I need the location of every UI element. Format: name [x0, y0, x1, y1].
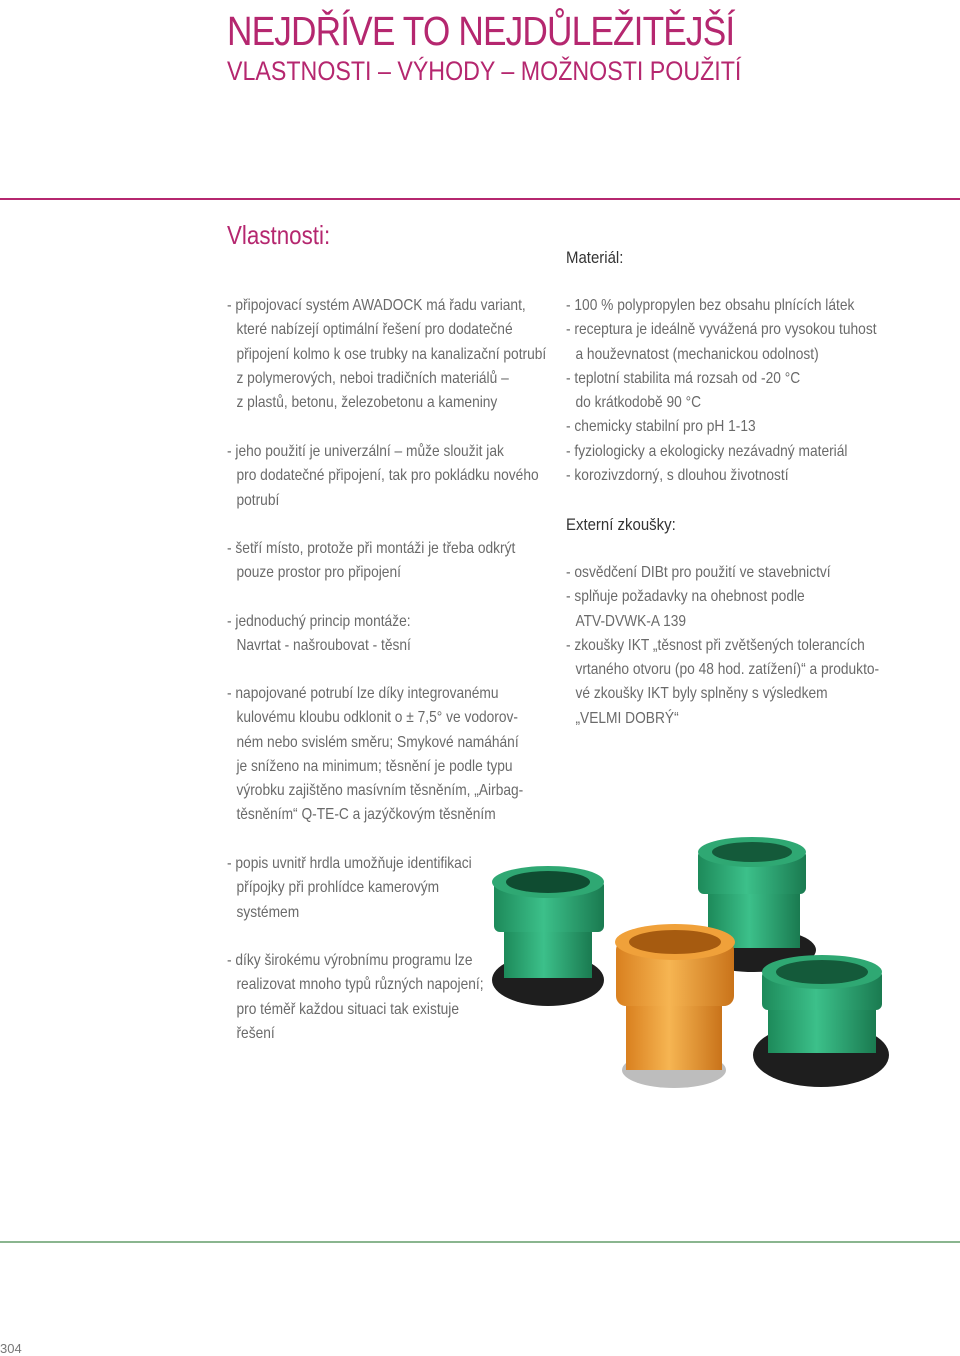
- property-6: [227, 852, 512, 925]
- text-line: je sníženo na minimum; těsnění je podle typu: [236, 757, 513, 775]
- text-line: potrubí: [236, 491, 280, 509]
- product-photo: [486, 830, 896, 1110]
- top-divider: [0, 198, 960, 200]
- text-line: výrobku zajištěno masívním těsněním, „Airbag-: [236, 782, 524, 800]
- text-line: - připojovací systém AWADOCK má řadu variant,: [227, 297, 526, 314]
- property-5: [227, 682, 571, 828]
- page-number: 304: [0, 1341, 22, 1356]
- orange-connector-icon: [615, 924, 735, 1088]
- text-line: a houževnatost (mechanickou odolnost): [575, 345, 819, 363]
- text-line: vrtaného otvoru (po 48 hod. zatížení)“ a produkto-: [575, 661, 880, 679]
- text-line: přípojky při prohlídce kamerovým: [236, 879, 440, 897]
- text-line: ném nebo svislém směru; Smykové namáhání: [236, 733, 519, 751]
- text-line: které nabízejí optimální řešení pro dodatečné: [236, 321, 513, 339]
- green-connector-icon: [753, 955, 889, 1087]
- text-line: - 100 % polypropylen bez obsahu plnících látek: [566, 297, 855, 314]
- property-7: [227, 949, 525, 1046]
- text-line: - osvědčení DIBt pro použití ve stavebnictví: [566, 564, 831, 581]
- property-4: [227, 610, 441, 659]
- text-line: - jednoduchý princip montáže:: [227, 613, 411, 630]
- text-line: do krátkodobě 90 °C: [575, 394, 702, 412]
- material-list: [566, 294, 927, 488]
- text-line: - šetří místo, protože při montáži je třeba odkrýt: [227, 540, 516, 557]
- properties-heading: Vlastnosti:: [227, 220, 331, 250]
- tests-list: [566, 561, 930, 731]
- text-line: - díky širokému výrobnímu programu lze: [227, 952, 473, 969]
- text-line: „VELMI DOBRÝ“: [575, 709, 679, 727]
- property-2: [227, 440, 589, 513]
- tests-heading: Externí zkoušky:: [566, 515, 676, 534]
- text-line: pro dodatečné připojení, tak pro pokládku nového: [236, 467, 539, 485]
- text-line: vé zkoušky IKT byly splněny s výsledkem: [575, 685, 828, 703]
- text-line: kulovému kloubu odklonit o ± 7,5° ve vodorov-: [236, 709, 518, 727]
- property-3: [227, 537, 562, 586]
- text-line: ATV-DVWK-A 139: [575, 612, 687, 630]
- text-line: těsněním“ Q-TE-C a jazýčkovým těsněním: [236, 806, 496, 824]
- bottom-divider: [0, 1241, 960, 1243]
- text-line: Navrtat - našroubovat - těsní: [236, 637, 411, 655]
- green-connector-icon: [492, 866, 604, 1006]
- page-title: NEJDŘÍVE TO NEJDŮLEŽITĚJŠÍ: [227, 8, 735, 54]
- text-line: - splňuje požadavky na ohebnost podle: [566, 588, 805, 606]
- text-line: - jeho použití je univerzální – může sloužit jak: [227, 443, 504, 460]
- text-line: realizovat mnoho typů různých napojení;: [236, 976, 484, 994]
- text-line: systémem: [236, 903, 300, 921]
- text-line: - popis uvnitř hrdla umožňuje identifikaci: [227, 855, 472, 872]
- text-line: řešení: [236, 1024, 275, 1042]
- text-line: - fyziologicky a ekologicky nezávadný materiál: [566, 442, 848, 460]
- text-line: - receptura je ideálně vyvážená pro vysokou tuhost: [566, 321, 877, 339]
- text-line: z polymerových, neboi tradičních materiálů –: [236, 369, 509, 387]
- text-line: - chemicky stabilní pro pH 1-13: [566, 418, 756, 436]
- text-line: - zkoušky IKT „těsnost při zvětšených tolerancích: [566, 636, 865, 654]
- text-line: - napojované potrubí lze díky integrovanému: [227, 685, 499, 702]
- property-1: [227, 294, 598, 415]
- text-line: pouze prostor pro připojení: [236, 564, 401, 582]
- text-line: - korozivzdorný, s dlouhou životností: [566, 467, 789, 485]
- text-line: pro téměř každou situaci tak existuje: [236, 1000, 460, 1018]
- page-subtitle: VLASTNOSTI – VÝHODY – MOŽNOSTI POUŽITÍ: [227, 56, 742, 86]
- text-line: z plastů, betonu, železobetonu a kameniny: [236, 394, 498, 412]
- material-heading: Materiál:: [566, 248, 624, 267]
- text-line: připojení kolmo k ose trubky na kanalizační potrubí: [236, 345, 547, 363]
- text-line: - teplotní stabilita má rozsah od -20 °C: [566, 369, 801, 387]
